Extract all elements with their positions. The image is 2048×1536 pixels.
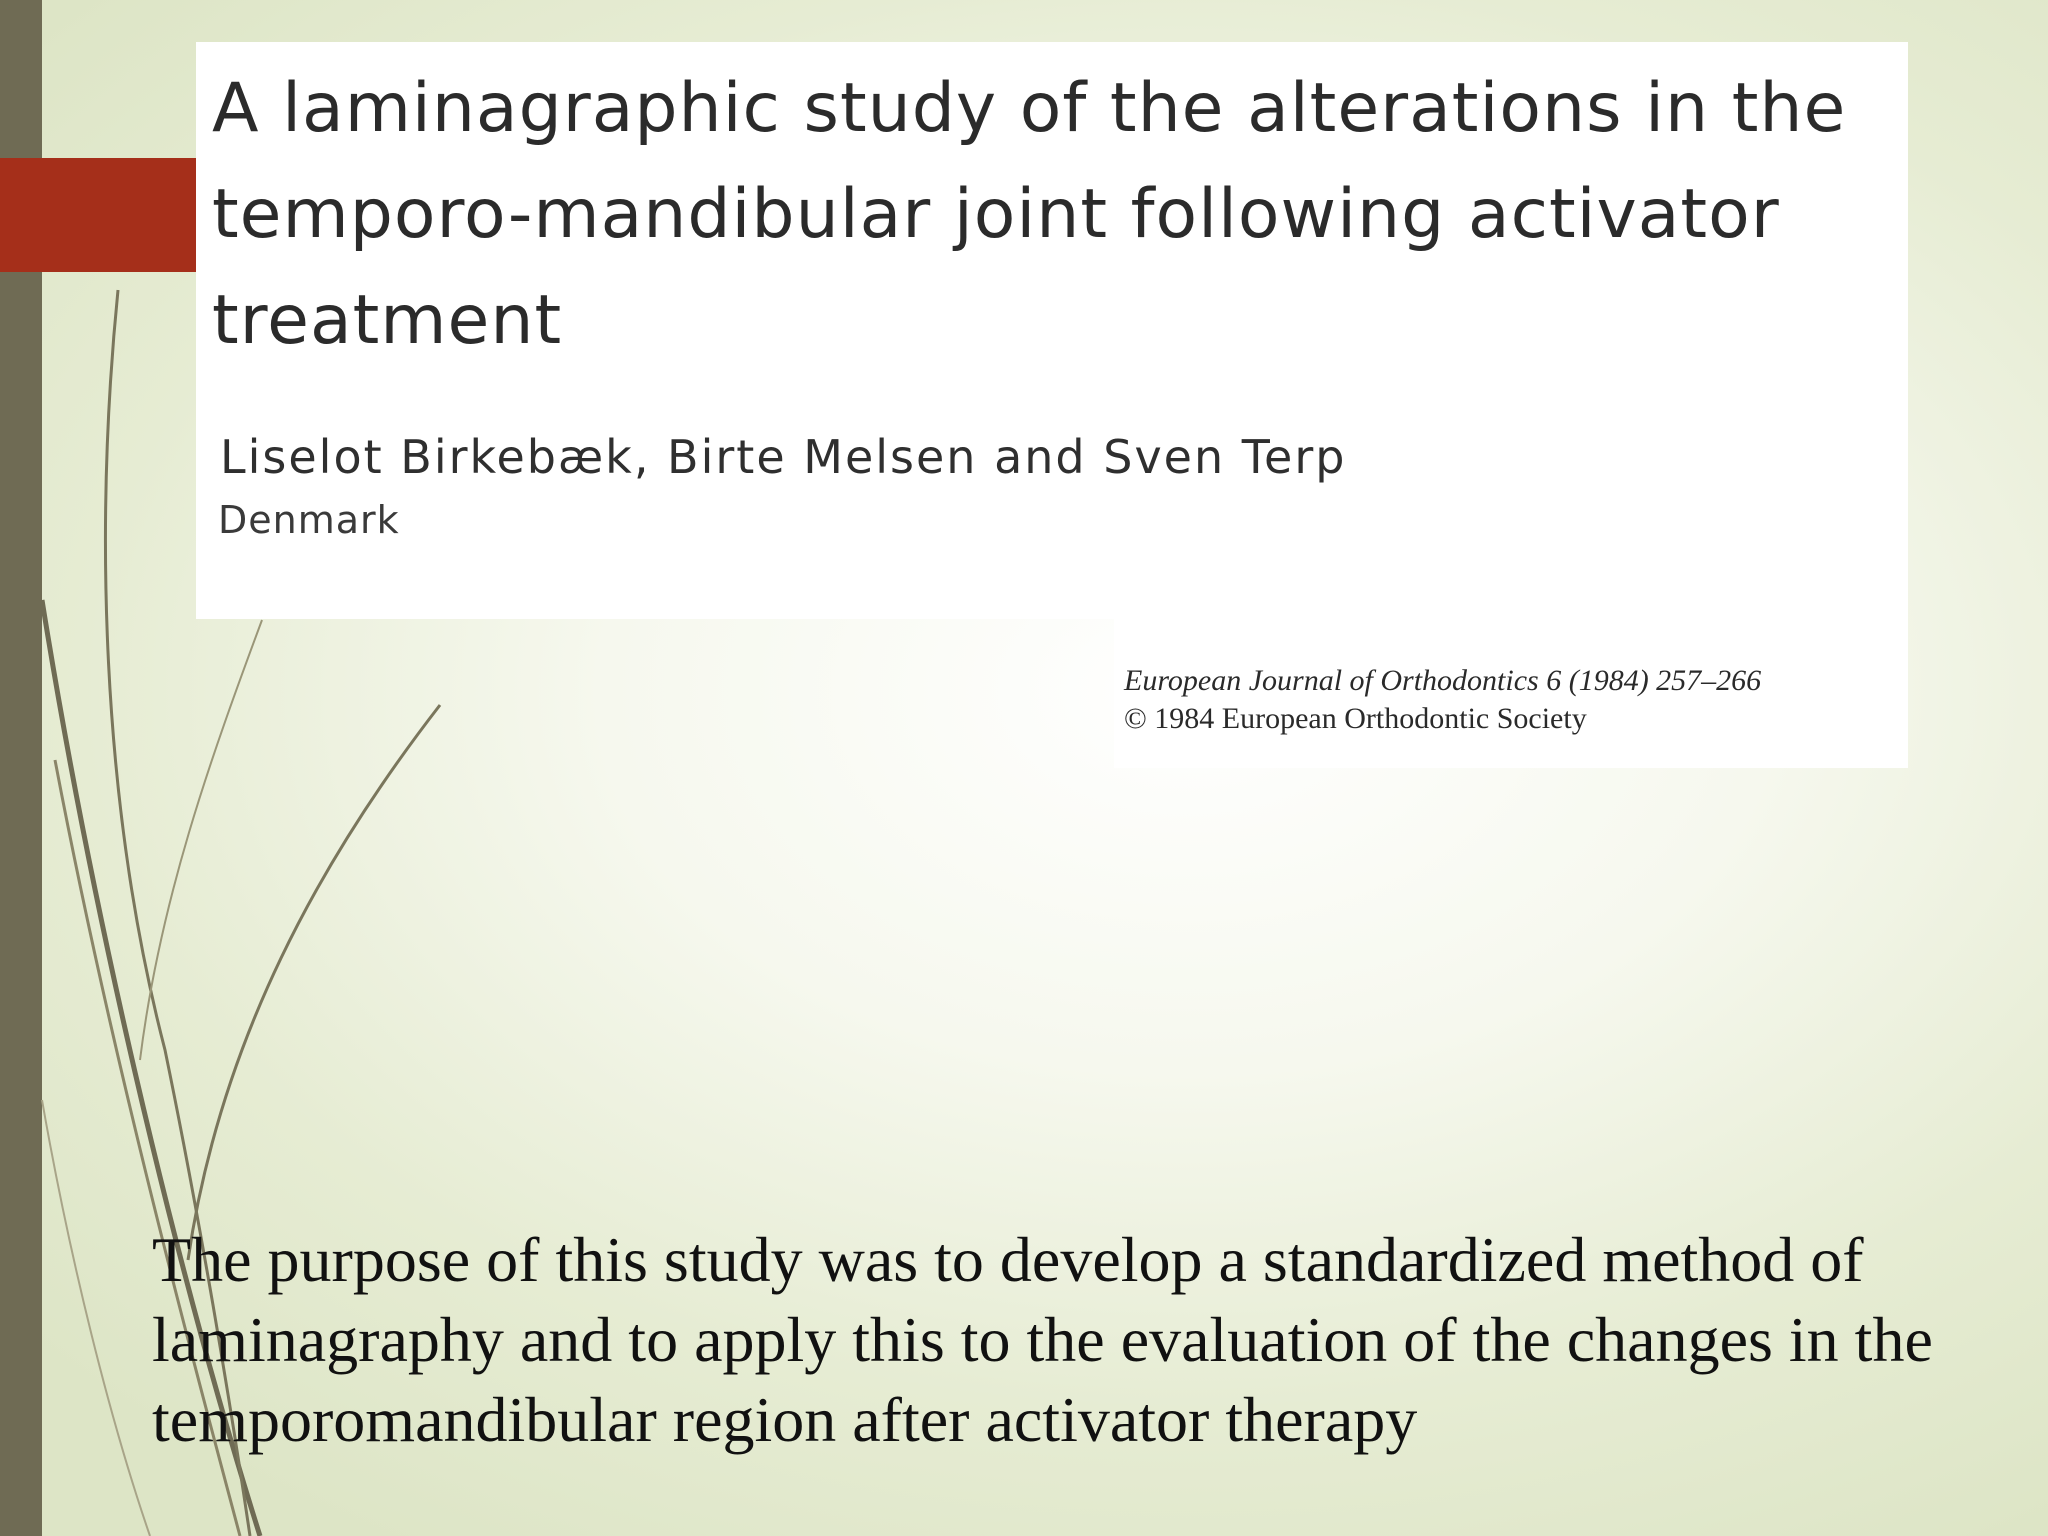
citation-journal: European Journal of Orthodontics 6 (1984) 257–266 [1124,664,1762,697]
decor-curve [42,1100,150,1536]
article-header-image [196,42,1908,619]
decor-curve [188,705,440,1260]
article-authors: Liselot Birkebæk, Birte Melsen and Sven Terp [220,430,1347,484]
slide-body-text: The purpose of this study was to develop a standardized method of laminagraphy and to apply this to the evaluation of the changes in the temporomandibular region after activator therapy [152,1224,1933,1455]
citation-copyright: © 1984 European Orthodontic Society [1124,702,1587,735]
citation-text [1124,662,1904,738]
article-country: Denmark [218,498,400,542]
accent-block [0,158,196,272]
decor-curve [140,620,262,1060]
article-title: A laminagraphic study of the alterations in the temporo-mandibular joint following activator treatment [212,69,1847,360]
